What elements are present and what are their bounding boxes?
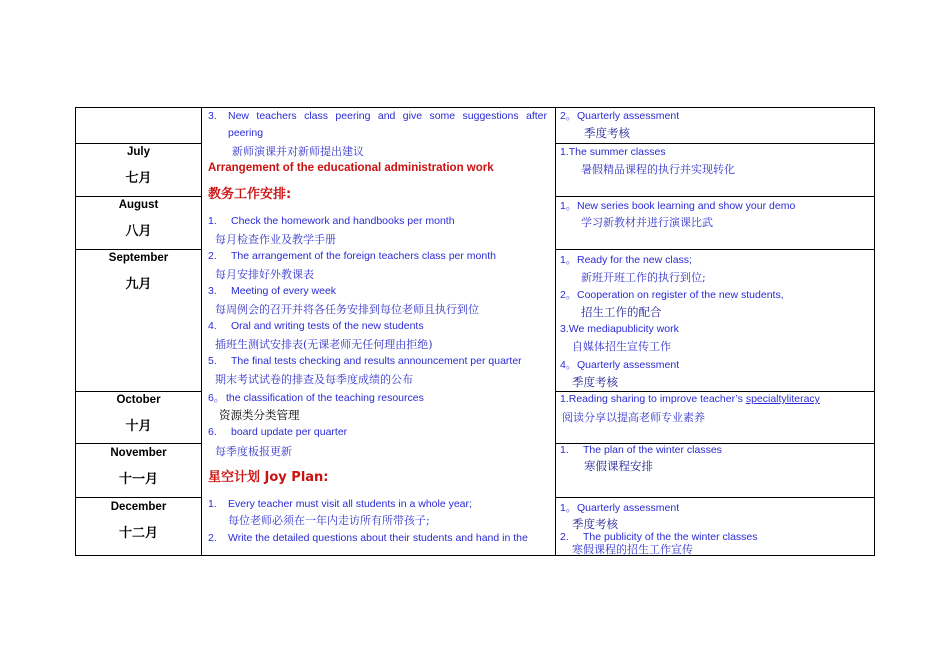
month-cn: 七月 bbox=[125, 171, 152, 186]
section-title-cn: 教务工作安排: bbox=[208, 187, 292, 202]
item-translation: 期末考试试卷的排查及每季度成绩的公布 bbox=[215, 373, 413, 386]
item-translation: 每月安排好外教课表 bbox=[215, 268, 314, 281]
month-en: November bbox=[110, 447, 167, 459]
item-number: 3. bbox=[208, 285, 217, 297]
item-number: 2. bbox=[208, 532, 217, 544]
item-translation: 暑假精品课程的执行并实现转化 bbox=[581, 163, 735, 176]
item-text-main: 1.Reading sharing to improve teacher’s bbox=[560, 393, 746, 405]
item-text: The arrangement of the foreign teachers class per month bbox=[231, 250, 496, 262]
item-translation: 每周例会的召开并将各任务安排到每位老师且执行到位 bbox=[215, 303, 479, 316]
row-divider bbox=[75, 249, 201, 250]
item-translation: 资源类分类管理 bbox=[219, 408, 300, 422]
item-text: Oral and writing tests of the new students bbox=[231, 320, 424, 332]
underlined-word: specialtyliteracy bbox=[745, 393, 820, 405]
item-translation: 寒假课程的招生工作宣传 bbox=[572, 543, 693, 556]
item-text bbox=[560, 393, 820, 406]
month-cn: 八月 bbox=[125, 224, 152, 239]
item-translation: 每月检查作业及教学手册 bbox=[215, 233, 336, 246]
row-divider bbox=[555, 196, 875, 197]
item-number: 3. bbox=[208, 110, 217, 122]
table-border-bottom bbox=[75, 555, 875, 556]
item-text: 1.The summer classes bbox=[560, 146, 666, 158]
item-translation: 新师演课并对新师提出建议 bbox=[232, 145, 364, 158]
month-cell-august bbox=[76, 198, 201, 240]
item-translation: 学习新教材并进行演课比武 bbox=[581, 216, 713, 229]
month-cn: 九月 bbox=[125, 277, 152, 292]
item-text: The final tests checking and results announcement per quarter bbox=[231, 355, 522, 367]
month-en: July bbox=[126, 146, 150, 158]
item-translation: 新班开班工作的执行到位; bbox=[581, 271, 706, 284]
item-number: 2。 bbox=[560, 289, 577, 301]
row-divider bbox=[555, 143, 875, 144]
item-text: Meeting of every week bbox=[231, 285, 337, 297]
row-divider bbox=[555, 391, 875, 392]
month-cn: 十一月 bbox=[118, 472, 158, 487]
item-text: Check the homework and handbooks per month bbox=[231, 215, 455, 227]
item-text: Quarterly assessment bbox=[577, 110, 680, 122]
row-divider bbox=[75, 497, 201, 498]
item-number: 1。 bbox=[560, 254, 577, 266]
item-text: 3.We mediapublicity work bbox=[560, 323, 679, 335]
item-text: peering bbox=[228, 127, 264, 139]
item-translation: 招生工作的配合 bbox=[581, 305, 662, 319]
month-cn: 十二月 bbox=[118, 526, 158, 541]
item-text: Cooperation on register of the new students, bbox=[577, 289, 784, 301]
row-divider bbox=[555, 497, 875, 498]
month-cell-december bbox=[76, 500, 201, 542]
item-number: 4. bbox=[208, 320, 217, 332]
section-title: Arrangement of the educational administration work bbox=[208, 162, 494, 174]
item-translation: 每位老师必须在一年内走访所有所带孩子; bbox=[228, 514, 430, 527]
item-number: 6. bbox=[208, 426, 217, 438]
row-divider bbox=[75, 196, 201, 197]
item-text: Quarterly assessment bbox=[577, 359, 680, 371]
item-translation: 季度考核 bbox=[572, 375, 618, 389]
item-translation: 寒假课程安排 bbox=[584, 459, 653, 473]
table-border-right bbox=[874, 107, 875, 556]
item-translation: 插班生测试安排表(无课老师无任何理由拒绝) bbox=[215, 338, 433, 351]
month-cell-july bbox=[76, 145, 201, 187]
column-divider bbox=[555, 107, 556, 556]
item-number: 1. bbox=[208, 215, 217, 227]
item-number: 5. bbox=[208, 355, 217, 367]
row-divider bbox=[75, 143, 201, 144]
month-cell-october bbox=[76, 393, 201, 435]
item-number: 1。 bbox=[560, 200, 577, 212]
item-translation: 季度考核 bbox=[572, 517, 618, 531]
month-en: December bbox=[110, 501, 167, 513]
item-text: Quarterly assessment bbox=[577, 502, 680, 514]
item-translation: 季度考核 bbox=[584, 126, 630, 140]
item-number: 1。 bbox=[560, 502, 577, 514]
item-text: the classification of the teaching resources bbox=[226, 392, 424, 404]
table-border-top bbox=[75, 107, 875, 108]
item-number: 4。 bbox=[560, 359, 577, 371]
month-cn: 十月 bbox=[125, 419, 152, 434]
item-text: Ready for the new class; bbox=[577, 254, 692, 266]
item-translation: 每季度板报更新 bbox=[215, 445, 292, 458]
item-number: 1. bbox=[208, 498, 217, 510]
item-text: New series book learning and show your demo bbox=[577, 200, 796, 212]
item-text: Write the detailed questions about their students and hand in the bbox=[228, 532, 528, 544]
item-translation: 阅读分享以提高老师专业素养 bbox=[562, 411, 705, 424]
item-text: The plan of the winter classes bbox=[583, 444, 722, 456]
month-en: September bbox=[108, 252, 169, 264]
item-text: Every teacher must visit all students in a whole year; bbox=[228, 498, 472, 510]
month-en: August bbox=[118, 199, 159, 211]
item-text: New teachers class peering and give some suggestions after bbox=[228, 110, 547, 122]
item-text: The publicity of the the winter classes bbox=[583, 531, 758, 543]
row-divider bbox=[75, 443, 201, 444]
row-divider bbox=[75, 391, 201, 392]
item-number: 1. bbox=[560, 444, 569, 456]
item-translation: 自媒体招生宣传工作 bbox=[572, 340, 671, 353]
row-divider bbox=[555, 249, 875, 250]
item-number: 6。 bbox=[208, 392, 225, 404]
month-cell-september bbox=[76, 251, 201, 293]
item-number: 2. bbox=[208, 250, 217, 262]
item-number: 2. bbox=[560, 531, 569, 543]
month-en: October bbox=[116, 394, 161, 406]
item-text: board update per quarter bbox=[231, 426, 348, 438]
column-divider bbox=[201, 107, 202, 556]
item-number: 2。 bbox=[560, 110, 577, 122]
section-title: 星空计划 Joy Plan: bbox=[208, 470, 329, 485]
month-cell-november bbox=[76, 446, 201, 488]
